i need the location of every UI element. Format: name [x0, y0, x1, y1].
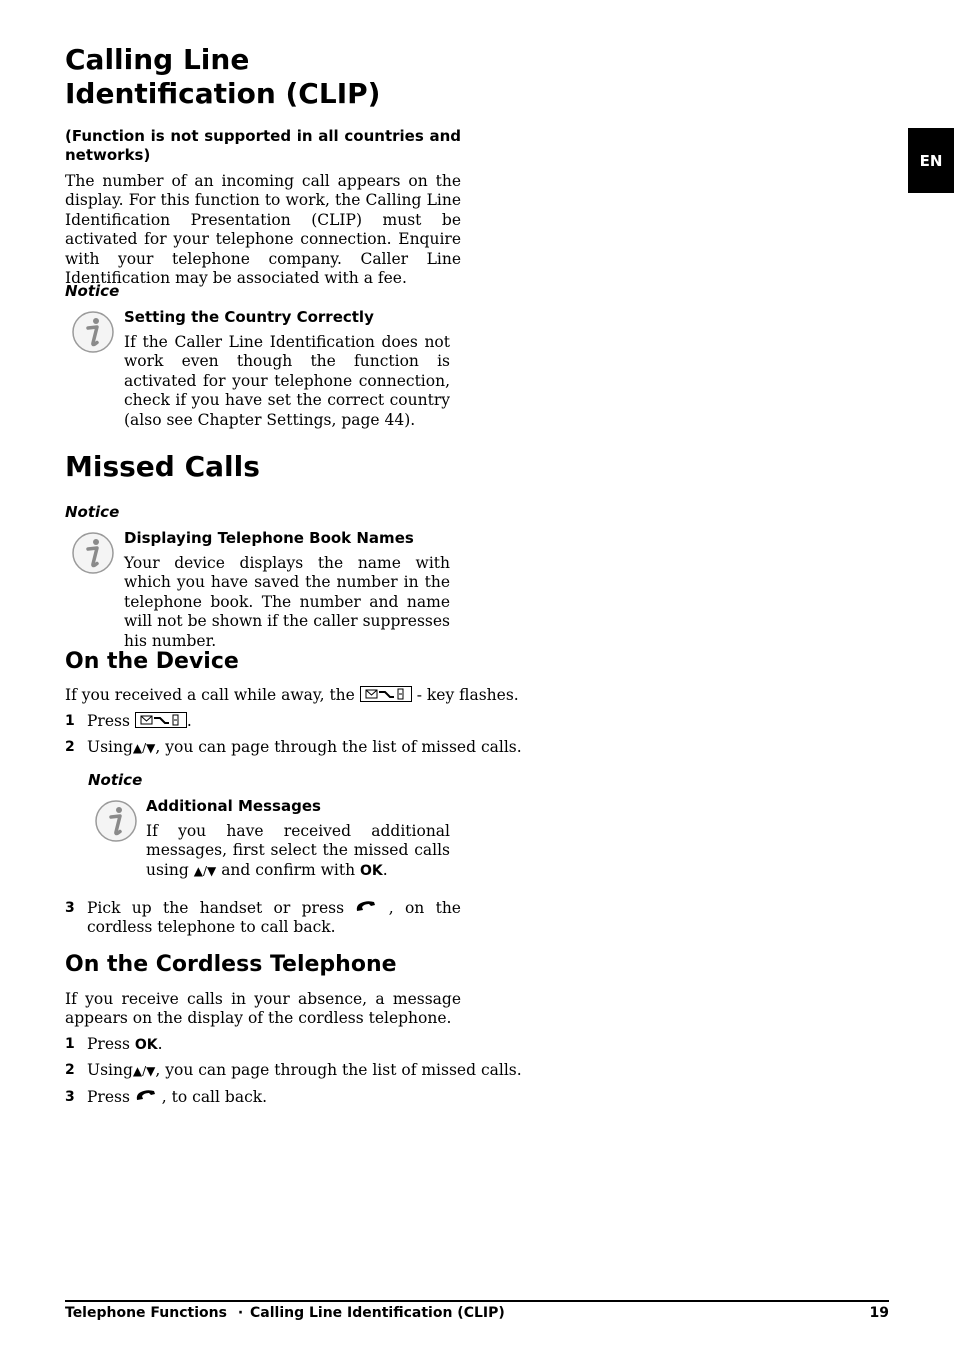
missed-call-key-icon [135, 712, 187, 728]
page-footer [65, 1304, 889, 1322]
device-step-3: 3 Pick up the handset or press , on the cordless telephone to call back. [65, 899, 461, 937]
missed-notice-text: Your device displays the name with which you have saved the number in the telephone book. The number and name will not be shown if the caller suppresses his number. [124, 554, 450, 650]
cordless-title: On the Cordless Telephone [65, 952, 397, 977]
phone-handset-icon [355, 899, 388, 917]
clip-notice-text: If the Caller Line Identification does not work even though the function is activated for your telephone connection, check if you have set the correct country (also see Chapter Settings, page 44). [124, 333, 450, 429]
footer-rule [65, 1300, 889, 1302]
cordless-intro: If you receive calls in your absence, a message appears on the display of the cordless telephone. [65, 990, 461, 1028]
device-notice-title: Additional Messages [146, 797, 321, 815]
device-notice-text: If you have received additional messages, first select the missed calls using ▲/▼ and confirm with OK. [146, 822, 450, 879]
clip-notice-title: Setting the Country Correctly [124, 308, 374, 326]
footer-separator: · [237, 1305, 244, 1321]
device-step-2: 2 Using▲/▼, you can page through the list of missed calls. [65, 738, 522, 756]
cordless-step-3: 3 Press , to call back. [65, 1088, 268, 1106]
clip-info-icon [71, 310, 115, 358]
missed-notice-title: Displaying Telephone Book Names [124, 529, 414, 547]
clip-notice-label: Notice [65, 282, 120, 300]
language-tab: EN [908, 128, 954, 193]
device-title: On the Device [65, 649, 239, 674]
page-number: 19 [869, 1305, 889, 1321]
clip-title: Calling Line Identification (CLIP) [65, 43, 381, 110]
device-step-1: 1 Press . [65, 712, 192, 730]
device-info-icon [94, 799, 138, 847]
missed-call-key-icon [360, 686, 412, 702]
phone-handset-icon [135, 1088, 162, 1106]
cordless-step-2: 2 Using▲/▼, you can page through the list of missed calls. [65, 1061, 522, 1079]
clip-body: The number of an incoming call appears on the display. For this function to work, the Calling Line Identification Presentation (CLIP) must be activated for your telephone connection. Enquire with your telephone company. Caller Line Identification may be associated with a fee. [65, 172, 461, 288]
footer-chapter: Calling Line Identification (CLIP) [250, 1305, 505, 1321]
missed-notice-label: Notice [65, 503, 120, 521]
clip-subtitle: (Function is not supported in all countries and networks) [65, 127, 461, 164]
missed-info-icon [71, 531, 115, 579]
device-intro: If you received a call while away, the - key flashes. [65, 686, 519, 704]
up-down-arrow-icon: ▲/▼ [193, 863, 217, 878]
footer-section: Telephone Functions [65, 1305, 227, 1321]
device-notice-label: Notice [88, 771, 143, 789]
up-down-arrow-icon: ▲/▼ [132, 1064, 156, 1078]
cordless-step-1: 1 Press OK. [65, 1035, 163, 1053]
missed-calls-title: Missed Calls [65, 450, 260, 483]
up-down-arrow-icon: ▲/▼ [132, 741, 156, 755]
